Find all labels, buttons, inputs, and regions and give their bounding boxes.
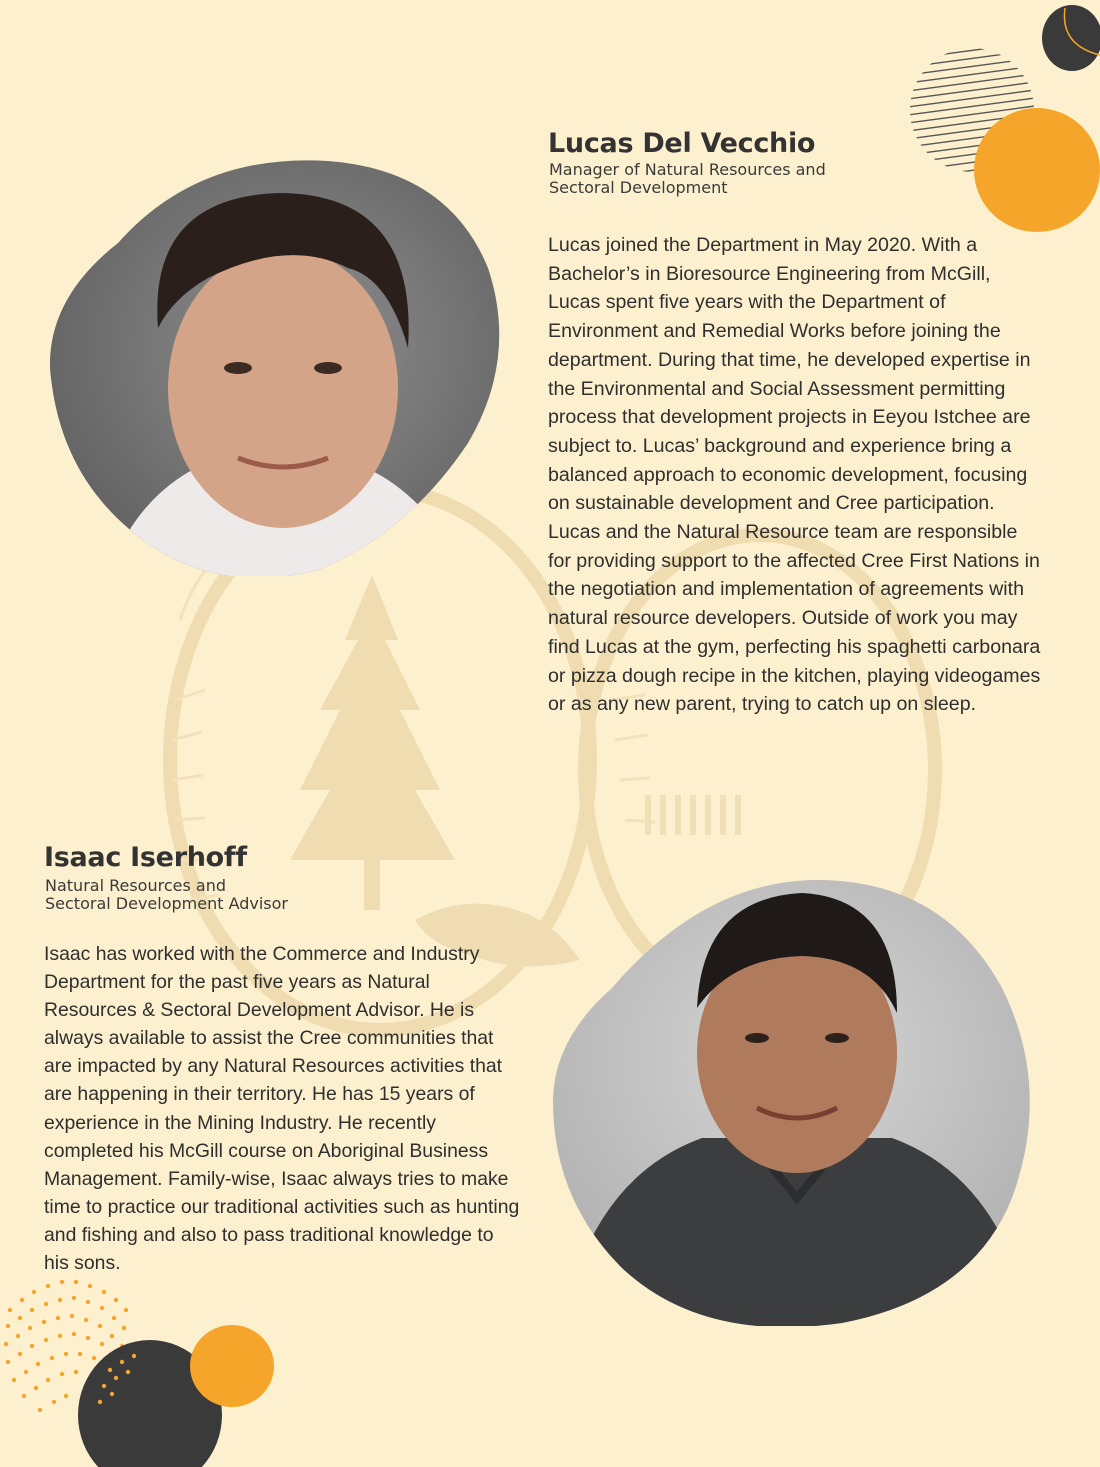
role-line: Natural Resources and [45, 876, 226, 895]
decorative-shapes-bottom [0, 1270, 290, 1467]
role-line: Sectoral Development [549, 178, 728, 197]
profile-photo-lucas [48, 158, 500, 576]
profile-role-lucas [549, 161, 826, 197]
role-line: Manager of Natural Resources and [549, 160, 826, 179]
profile-bio-lucas: Lucas joined the Department in May 2020. With a Bachelor’s in Bioresource Engineering from McGill, Lucas spent five years with the Department of Environment and Remedial Works before joining the department. During that time, he developed expertise in the Environmental and Social Assessment permitting process that development projects in Eeyou Istchee are subject to. Lucas’ background and experience bring a balanced approach to economic development, focusing on sustainable development and Cree participation. Lucas and the Natural Resource team are responsible for providing support to the affected Cree First Nations in the negotiation and implementation of agreements with natural resource developers. Outside of work you may find Lucas at the gym, perfecting his spaghetti carbonara or pizza dough recipe in the kitchen, playing videogames or as any new parent, trying to catch up on sleep. [548, 234, 1041, 716]
profile-name-isaac: Isaac Iserhoff [44, 842, 247, 873]
profile-bio-isaac: Isaac has worked with the Commerce and Industry Department for the past five years as Natural Resources & Sectoral Development Advisor. He is always available to assist the Cree communities that are impacted by any Natural Resources activities that are happening in their territory. He has 15 years of experience in the Mining Industry. He recently completed his McGill course on Aboriginal Business Management. Family-wise, Isaac always tries to make time to practice our traditional activities such as hunting and fishing and also to pass traditional knowledge to his sons. [44, 943, 520, 1275]
profile-role-isaac [45, 877, 288, 913]
role-line: Sectoral Development Advisor [45, 894, 289, 913]
decorative-shapes-top [900, 0, 1100, 240]
portrait-photo-icon [48, 158, 500, 576]
profile-photo-isaac [552, 878, 1038, 1326]
profile-name-lucas: Lucas Del Vecchio [548, 128, 816, 159]
portrait-photo-icon [552, 878, 1038, 1326]
